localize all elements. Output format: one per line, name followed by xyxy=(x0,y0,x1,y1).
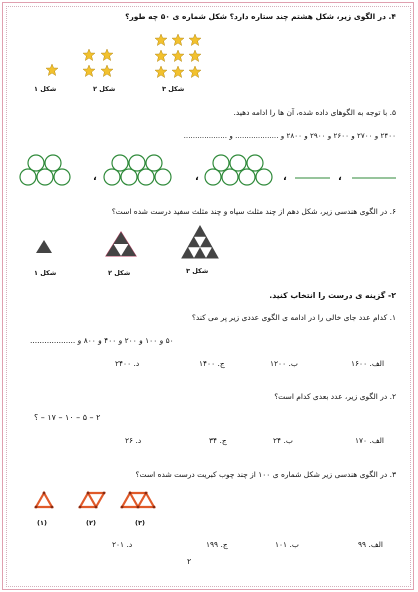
mc3-matchstick-figures xyxy=(0,485,418,530)
mc2-option-a: الف. ۱۷۰ xyxy=(355,436,384,445)
q4-label-1: شکل ۱ xyxy=(34,85,57,93)
star-icon xyxy=(155,50,167,62)
mc2-option-b: ب. ۲۴ xyxy=(273,436,293,445)
mc3-label-3: (۳) xyxy=(135,519,145,527)
mc2-option-d: د. ۲۶ xyxy=(125,436,142,445)
q6-label-2: شکل ۲ xyxy=(108,269,131,277)
q5-comma-2: ، xyxy=(195,172,199,183)
star-icon xyxy=(101,65,113,77)
q6-question: ۶. در الگوی هندسی زیر، شکل دهم از چند مثلث سیاه و چند مثلث سفید درست شده است؟ xyxy=(111,207,396,216)
mc1-option-b: ب. ۱۲۰۰ xyxy=(270,359,298,368)
star-icon xyxy=(172,66,184,78)
star-icon xyxy=(155,66,167,78)
mc2-sequence: ۲ – ۵ – ۱۰ – ۱۷ – ؟ xyxy=(34,413,101,422)
q6-label-1: شکل ۱ xyxy=(34,269,57,277)
star-icon xyxy=(172,50,184,62)
mc3-option-d: د. ۲۰۱ xyxy=(112,540,133,549)
q6-triangle-figures xyxy=(0,222,418,282)
mc1-question: ۱. کدام عدد جای خالی را در ادامه ی الگوی عددی زیر پر می کند؟ xyxy=(191,313,396,322)
q5-sequence: ۲۴۰۰ و ۲۷۰۰ و ۲۶۰۰ و ۲۹۰۰ و ۲۸۰۰ و ................... و ................... xyxy=(183,131,396,140)
star-icon xyxy=(189,34,201,46)
mc3-option-c: ج. ۱۹۹ xyxy=(206,540,228,549)
mc3-label-2: (۲) xyxy=(86,519,96,527)
q5-question: ۵. با توجه به الگوهای داده شده، آن ها را ادامه دهید. xyxy=(233,108,396,117)
section2-title: ۲- گزینه ی درست را انتخاب کنید. xyxy=(269,291,396,300)
mc1-option-a: الف. ۱۶۰۰ xyxy=(351,359,385,368)
mc2-question: ۲. در الگوی زیر، عدد بعدی کدام است؟ xyxy=(274,392,396,401)
star-icon xyxy=(189,66,201,78)
mc2-option-c: ج. ۳۴ xyxy=(209,436,227,445)
star-icon xyxy=(189,50,201,62)
star-icon xyxy=(83,49,95,61)
q4-label-3: شکل ۳ xyxy=(162,85,185,93)
star-icon xyxy=(101,49,113,61)
mc1-sequence: ۵۰ و ۱۰۰ و ۲۰۰ و ۴۰۰ و ۸۰۰ و ................... xyxy=(30,336,174,345)
q4-question: ۴. در الگوی زیر، شکل هشتم چند ستاره دارد؟ شکل شماره ی ۵۰ چه طور؟ xyxy=(125,12,396,21)
q5-circle-pattern xyxy=(0,150,418,200)
mc3-option-a: الف. ۹۹ xyxy=(358,540,383,549)
star-icon xyxy=(46,64,58,76)
star-icon xyxy=(155,34,167,46)
star-icon xyxy=(172,34,184,46)
q5-comma-1: ، xyxy=(93,172,97,183)
q4-star-figures xyxy=(0,0,418,110)
q6-label-3: شکل ۳ xyxy=(186,267,209,275)
page-number: ۲ xyxy=(187,557,192,566)
star-icon xyxy=(83,65,95,77)
black-triangle-icon xyxy=(36,240,52,253)
mc3-question: ۳. در الگوی هندسی زیر شکل شماره ی ۱۰۰ از چند چوب کبریت درست شده است؟ xyxy=(135,470,396,479)
q5-comma-4: ، xyxy=(338,172,342,183)
mc3-option-b: ب. ۱۰۱ xyxy=(275,540,299,549)
mc1-option-d: د. ۲۴۰۰ xyxy=(115,359,140,368)
q4-label-2: شکل ۲ xyxy=(93,85,116,93)
q5-comma-3: ، xyxy=(283,172,287,183)
mc1-option-c: ج. ۱۴۰۰ xyxy=(199,359,225,368)
mc3-label-1: (۱) xyxy=(37,519,47,527)
